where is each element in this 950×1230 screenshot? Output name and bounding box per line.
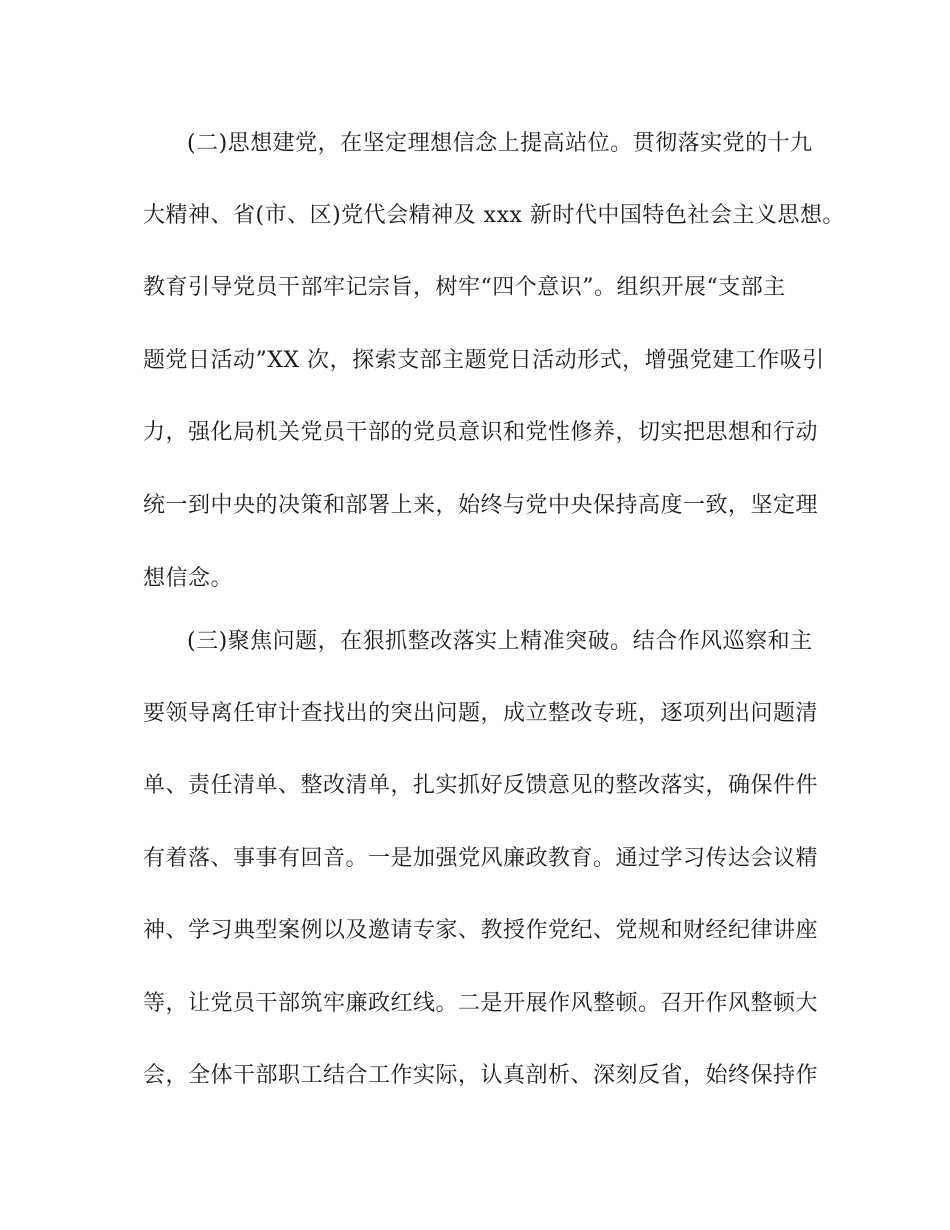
paragraph-2-line-6: 统一到中央的决策和部署上来，始终与党中央保持高度一致，坚定理 — [143, 493, 819, 518]
paragraph-3-line-6: 等，让党员干部筑牢廉政红线。二是开展作风整顿。召开作风整顿大 — [143, 991, 819, 1016]
paragraph-3-line-3: 单、责任清单、整改清单，扎实抓好反馈意见的整改落实，确保件件 — [143, 773, 819, 798]
paragraph-3-line-5: 神、学习典型案例以及邀请专家、教授作党纪、党规和财经纪律讲座 — [143, 918, 819, 943]
paragraph-3-line-7: 会，全体干部职工结合工作实际，认真剖析、深刻反省，始终保持作 — [143, 1063, 819, 1088]
paragraph-2-line-7: 想信念。 — [143, 566, 234, 591]
paragraph-2-line-5: 力，强化局机关党员干部的党员意识和党性修养，切实把思想和行动 — [143, 420, 819, 445]
paragraph-3-line-4: 有着落、事事有回音。一是加强党风廉政教育。通过学习传达会议精 — [143, 846, 819, 871]
paragraph-2-line-1: (二)思想建党，在坚定理想信念上提高站位。贯彻落实党的十九 — [187, 131, 813, 156]
paragraph-3-line-1: (三)聚焦问题，在狠抓整改落实上精准突破。结合作风巡察和主 — [187, 629, 813, 654]
paragraph-2-line-2: 大精神、省(市、区)党代会精神及 xxx 新时代中国特色社会主义思想。 — [143, 203, 845, 228]
paragraph-2-line-4: 题党日活动”XX 次，探索支部主题党日活动形式，增强党建工作吸引 — [143, 348, 825, 373]
paragraph-2-line-3: 教育引导党员干部牢记宗旨，树牢“四个意识”。组织开展“支部主 — [143, 275, 786, 300]
paragraph-3-line-2: 要领导离任审计查找出的突出问题，成立整改专班，逐项列出问题清 — [143, 701, 819, 726]
